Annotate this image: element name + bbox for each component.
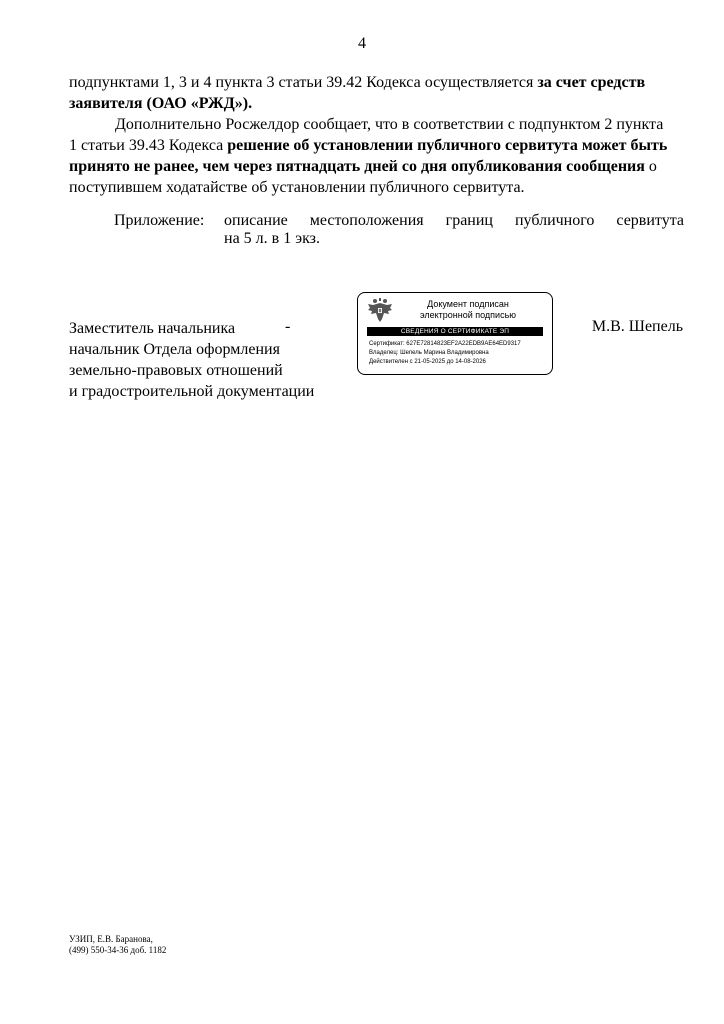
paragraph-cost-bold-2: заявителя (ОАО «РЖД»).	[69, 95, 253, 112]
attachment-word: сервитута	[616, 212, 684, 229]
double-headed-eagle-icon	[367, 297, 393, 323]
paragraph-decision-bold-1: решение об установлении публичного сервитута может быть	[227, 137, 668, 154]
paragraph-decision-line-3	[69, 156, 683, 177]
attachment-word: местоположения	[309, 212, 424, 229]
stamp-details	[369, 340, 549, 367]
paragraph-decision-line-1: Дополнительно Росжелдор сообщает, что в соответствии с подпунктом 2 пункта	[115, 116, 664, 133]
attachment-label: Приложение:	[114, 212, 205, 229]
footer-executor-phone: (499) 550-34-36 доб. 1182	[69, 945, 167, 955]
attachment-line-2: на 5 л. в 1 экз.	[224, 230, 320, 247]
stamp-title-line-1: Документ подписан	[427, 299, 509, 309]
attachment-word: описание	[224, 212, 288, 229]
attachment-text	[224, 212, 684, 248]
paragraph-cost-bold-1: за счет средств	[537, 74, 646, 91]
footer-executor-name: УЗИП, Е.В. Баранова,	[69, 934, 153, 944]
paragraph-cost-line-2	[69, 93, 683, 114]
signer-position	[69, 318, 349, 402]
paragraph-cost	[69, 72, 683, 114]
stamp-owner: Владелец: Шепель Марина Владимировна	[369, 350, 489, 356]
stamp-title	[398, 299, 538, 321]
paragraph-cost-text: подпунктами 1, 3 и 4 пункта 3 статьи 39.42 Кодекса осуществляется	[69, 74, 538, 91]
paragraph-decision-line-2	[69, 135, 683, 156]
attachment-word: границ	[445, 212, 493, 229]
stamp-title-line-2: электронной подписью	[419, 310, 517, 320]
signer-dash: -	[285, 318, 291, 335]
paragraph-decision-line-4: поступившем ходатайстве об установлении публичного сервитута.	[69, 179, 525, 196]
paragraph-cost-line-1	[69, 72, 683, 93]
signer-position-line: и градостроительной документации	[69, 383, 315, 400]
paragraph-decision-tail: о	[644, 158, 657, 175]
paragraph-decision-text: 1 статьи 39.43 Кодекса	[69, 137, 228, 154]
stamp-validity: Действителен с 21-05-2025 до 14-08-2026	[369, 359, 486, 365]
attachment-line-1	[224, 212, 684, 230]
stamp-certificate: Сертификат: 627E72814823EF2A22EDB9AE64ED9317	[369, 341, 521, 347]
signer-position-line: Заместитель начальника	[69, 320, 236, 337]
stamp-certificate-bar: СВЕДЕНИЯ О СЕРТИФИКАТЕ ЭП	[367, 327, 543, 336]
footer-executor	[69, 934, 166, 956]
attachment-word: публичного	[514, 212, 595, 229]
page-number: 4	[358, 35, 366, 52]
paragraph-decision-bold-2: принято не ранее, чем через пятнадцать дней со дня опубликования сообщения	[69, 158, 645, 175]
electronic-signature-stamp	[357, 292, 553, 375]
signer-position-line: земельно-правовых отношений	[69, 362, 283, 379]
signer-position-line: начальник Отдела оформления	[69, 341, 280, 358]
paragraph-decision	[69, 114, 683, 198]
signer-name: М.В. Шепель	[591, 318, 683, 335]
